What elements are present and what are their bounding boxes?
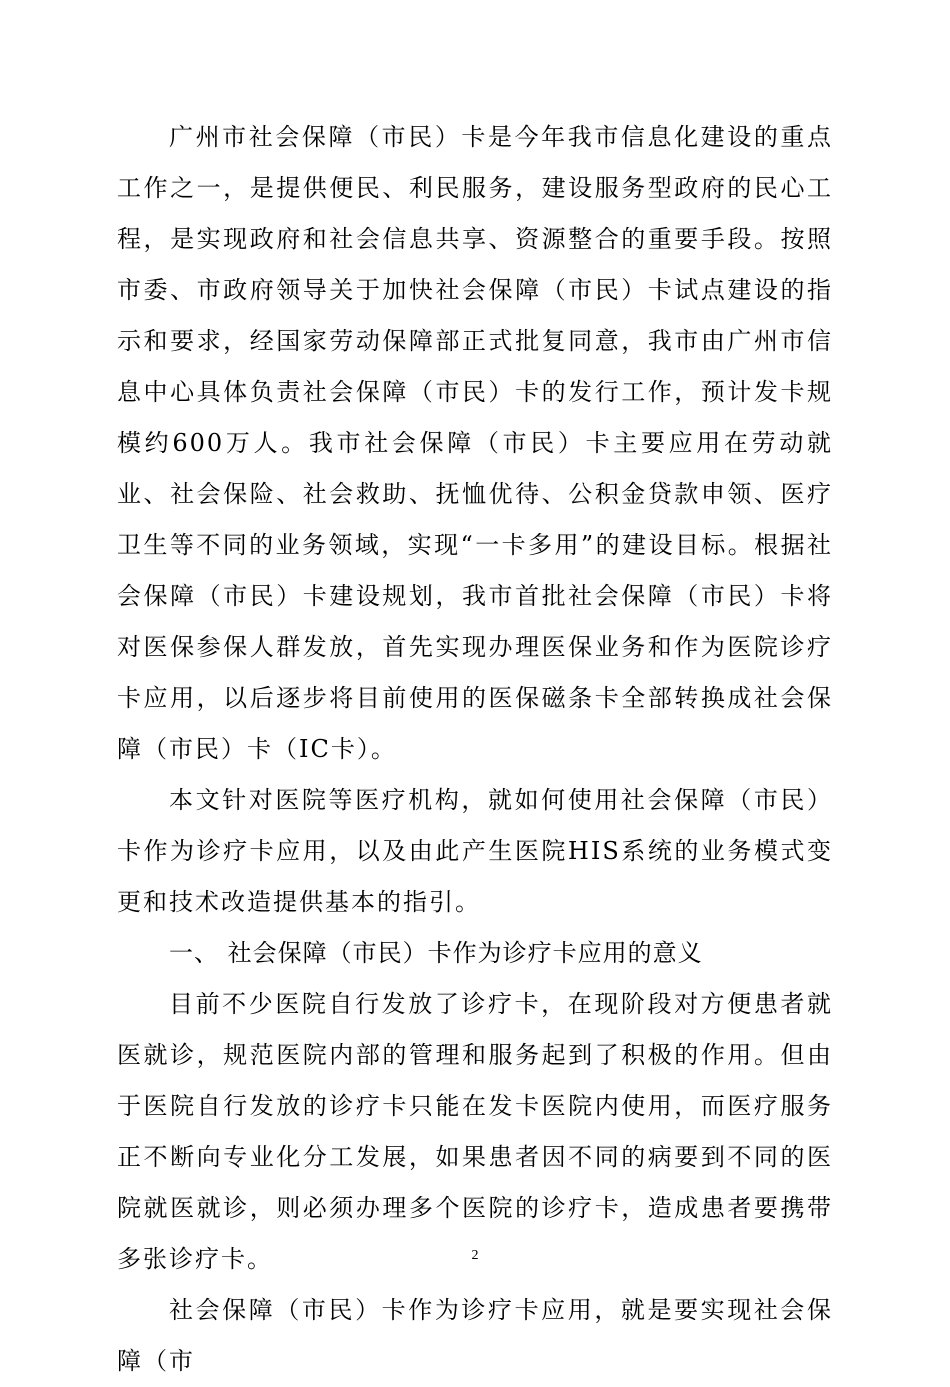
page-number: 2 [471,1248,479,1263]
document-body [117,112,833,1387]
section-paragraph: 社会保障（市民）卡作为诊疗卡应用，就是要实现社会保障（市 [117,1296,833,1375]
purpose-paragraph: 本文针对医院等医疗机构，就如何使用社会保障（市民）卡作为诊疗卡应用，以及由此产生医院HIS系统的业务模式变更和技术改造提供基本的指引。 [117,786,833,916]
intro-paragraph: 广州市社会保障（市民）卡是今年我市信息化建设的重点工作之一，是提供便民、利民服务，建设服务型政府的民心工程，是实现政府和社会信息共享、资源整合的重要手段。按照市委、市政府领导关于加快社会保障（市民）卡试点建设的指示和要求，经国家劳动保障部正式批复同意，我市由广州市信息中心具体负责社会保障（市民）卡的发行工作，预计发卡规模约600万人。我市社会保障（市民）卡主要应用在劳动就业、社会保险、社会救助、抚恤优待、公积金贷款申领、医疗卫生等不同的业务领域，实现“一卡多用”的建设目标。根据社会保障（市民）卡建设规划，我市首批社会保障（市民）卡将对医保参保人群发放，首先实现办理医保业务和作为医院诊疗卡应用，以后逐步将目前使用的医保磁条卡全部转换成社会保障（市民）卡（IC卡）。 [117,123,833,763]
section-heading: 一、 社会保障（市民）卡作为诊疗卡应用的意义 [169,939,703,967]
section-paragraph: 目前不少医院自行发放了诊疗卡，在现阶段对方便患者就医就诊，规范医院内部的管理和服务起到了积极的作用。但由于医院自行发放的诊疗卡只能在发卡医院内使用，而医疗服务正不断向专业化分工发展，如果患者因不同的病要到不同的医院就医就诊，则必须办理多个医院的诊疗卡，造成患者要携带多张诊疗卡。 [117,990,833,1273]
